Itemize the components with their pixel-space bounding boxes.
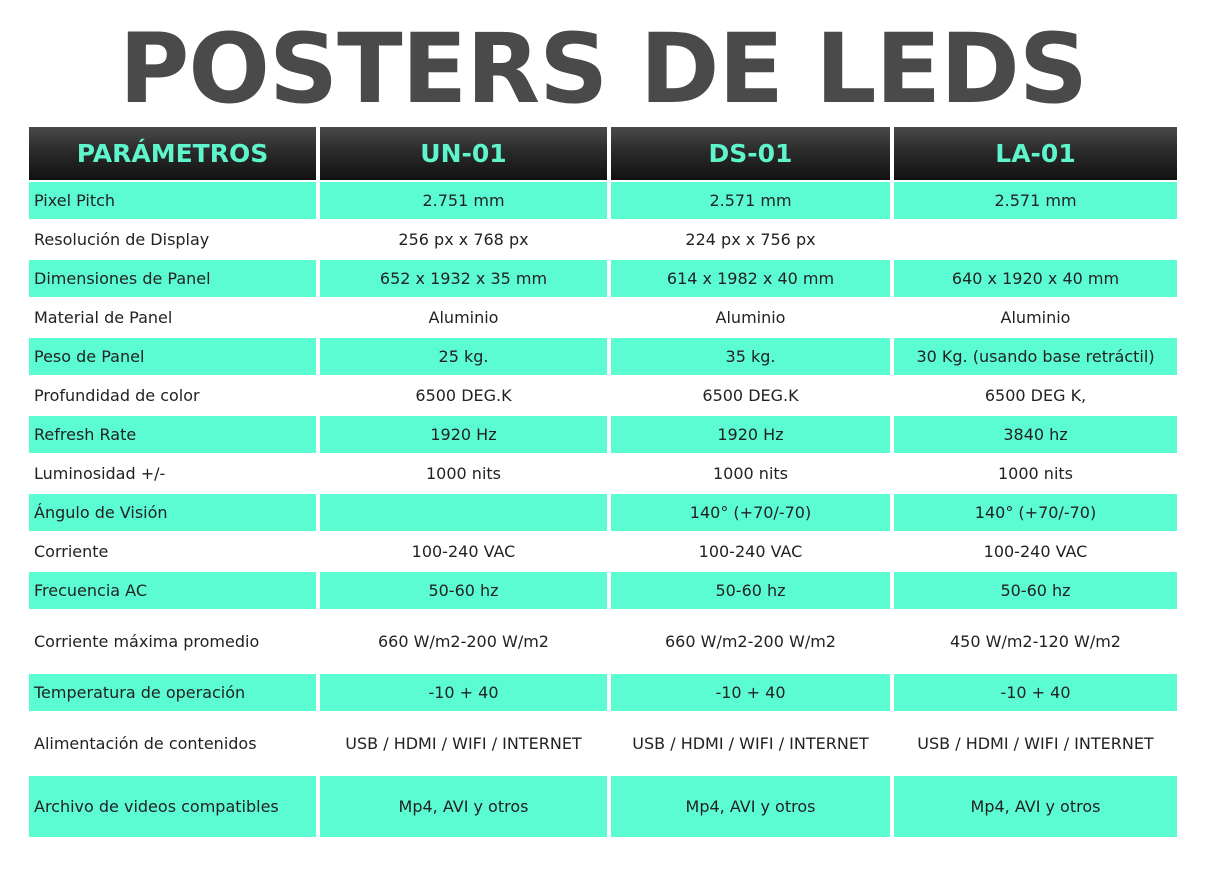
table-row: [29, 494, 1177, 531]
row-value-un-01: Mp4, AVI y otros: [320, 776, 607, 837]
row-label: Pixel Pitch: [29, 182, 316, 219]
row-value-la-01: 140° (+70/-70): [894, 494, 1177, 531]
table-row: [29, 338, 1177, 375]
row-value-un-01: 660 W/m2-200 W/m2: [320, 611, 607, 672]
row-value-un-01: -10 + 40: [320, 674, 607, 711]
header-cell-parametros: PARÁMETROS: [29, 127, 316, 180]
header-cell-ds-01: DS-01: [611, 127, 890, 180]
row-value-ds-01: 140° (+70/-70): [611, 494, 890, 531]
table-row: [29, 299, 1177, 336]
row-label: Alimentación de contenidos: [29, 713, 316, 774]
row-label: Profundidad de color: [29, 377, 316, 414]
row-label: Ángulo de Visión: [29, 494, 316, 531]
row-value-ds-01: -10 + 40: [611, 674, 890, 711]
row-label: Dimensiones de Panel: [29, 260, 316, 297]
row-value-la-01: Mp4, AVI y otros: [894, 776, 1177, 837]
row-label: Luminosidad +/-: [29, 455, 316, 492]
row-value-ds-01: Aluminio: [611, 299, 890, 336]
row-value-la-01: 450 W/m2-120 W/m2: [894, 611, 1177, 672]
table-row: [29, 713, 1177, 774]
row-label: Temperatura de operación: [29, 674, 316, 711]
row-value-ds-01: 6500 DEG.K: [611, 377, 890, 414]
row-value-un-01: 652 x 1932 x 35 mm: [320, 260, 607, 297]
row-value-ds-01: 660 W/m2-200 W/m2: [611, 611, 890, 672]
table-row: [29, 776, 1177, 837]
row-value-un-01: 1920 Hz: [320, 416, 607, 453]
row-value-ds-01: 50-60 hz: [611, 572, 890, 609]
row-value-la-01: 2.571 mm: [894, 182, 1177, 219]
header-cell-un-01: UN-01: [320, 127, 607, 180]
row-label: Peso de Panel: [29, 338, 316, 375]
row-value-la-01: 1000 nits: [894, 455, 1177, 492]
row-value-un-01: 50-60 hz: [320, 572, 607, 609]
row-value-la-01: USB / HDMI / WIFI / INTERNET: [894, 713, 1177, 774]
table-row: [29, 416, 1177, 453]
row-label: Frecuencia AC: [29, 572, 316, 609]
table-row: [29, 182, 1177, 219]
row-value-la-01: 30 Kg. (usando base retráctil): [894, 338, 1177, 375]
table-row: [29, 572, 1177, 609]
row-value-un-01: 25 kg.: [320, 338, 607, 375]
row-value-la-01: 6500 DEG K,: [894, 377, 1177, 414]
row-value-la-01: 640 x 1920 x 40 mm: [894, 260, 1177, 297]
table-row: [29, 260, 1177, 297]
row-label: Archivo de videos compatibles: [29, 776, 316, 837]
row-value-un-01: [320, 494, 607, 531]
row-value-ds-01: 100-240 VAC: [611, 533, 890, 570]
row-label: Corriente: [29, 533, 316, 570]
row-value-un-01: 2.751 mm: [320, 182, 607, 219]
row-value-la-01: 100-240 VAC: [894, 533, 1177, 570]
table-row: [29, 611, 1177, 672]
row-label: Corriente máxima promedio: [29, 611, 316, 672]
row-value-un-01: 100-240 VAC: [320, 533, 607, 570]
row-value-un-01: 1000 nits: [320, 455, 607, 492]
row-value-la-01: -10 + 40: [894, 674, 1177, 711]
row-value-la-01: 3840 hz: [894, 416, 1177, 453]
row-value-la-01: 50-60 hz: [894, 572, 1177, 609]
row-value-ds-01: 1000 nits: [611, 455, 890, 492]
row-value-ds-01: 614 x 1982 x 40 mm: [611, 260, 890, 297]
table-row: [29, 221, 1177, 258]
row-value-un-01: Aluminio: [320, 299, 607, 336]
row-value-un-01: USB / HDMI / WIFI / INTERNET: [320, 713, 607, 774]
header-cell-la-01: LA-01: [894, 127, 1177, 180]
table-row: [29, 455, 1177, 492]
table-row: [29, 377, 1177, 414]
row-label: Material de Panel: [29, 299, 316, 336]
row-value-ds-01: Mp4, AVI y otros: [611, 776, 890, 837]
table-row: [29, 533, 1177, 570]
row-value-ds-01: 35 kg.: [611, 338, 890, 375]
table-row: [29, 674, 1177, 711]
row-value-un-01: 256 px x 768 px: [320, 221, 607, 258]
table-header-row: [29, 127, 1177, 180]
row-label: Refresh Rate: [29, 416, 316, 453]
row-value-ds-01: 2.571 mm: [611, 182, 890, 219]
specs-table: [29, 127, 1177, 837]
row-value-ds-01: USB / HDMI / WIFI / INTERNET: [611, 713, 890, 774]
page-title: POSTERS DE LEDS: [119, 13, 1087, 125]
row-value-ds-01: 1920 Hz: [611, 416, 890, 453]
row-value-la-01: Aluminio: [894, 299, 1177, 336]
row-value-un-01: 6500 DEG.K: [320, 377, 607, 414]
row-value-la-01: [894, 221, 1177, 258]
row-value-ds-01: 224 px x 756 px: [611, 221, 890, 258]
row-label: Resolución de Display: [29, 221, 316, 258]
